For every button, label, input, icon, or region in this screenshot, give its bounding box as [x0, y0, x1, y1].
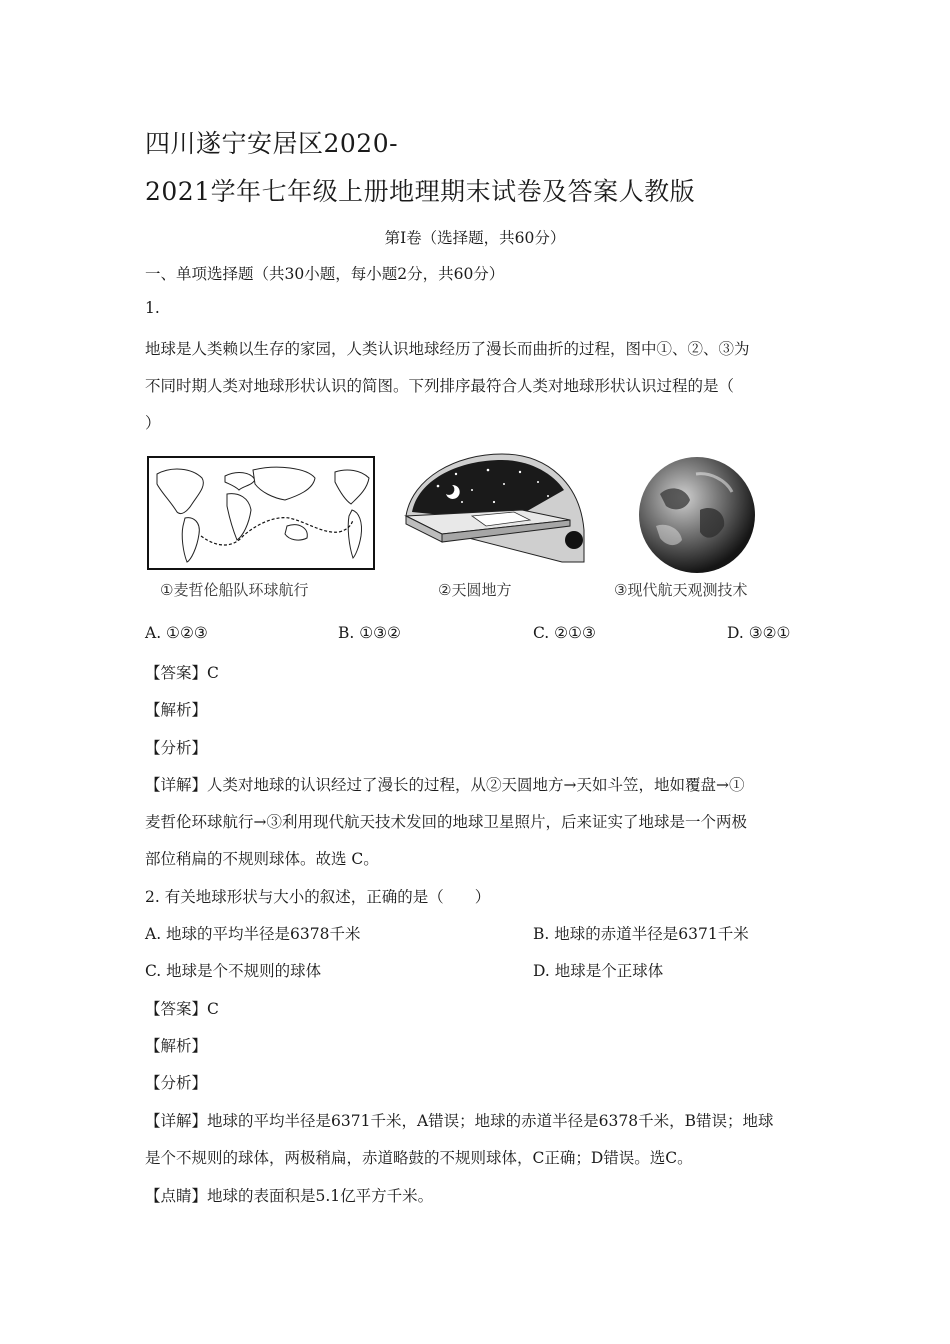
round-sky-square-earth-figure: [402, 450, 586, 566]
q1-stem-line: ）: [145, 414, 161, 432]
figure-caption-modern-space: ③现代航天观测技术: [614, 581, 748, 599]
q2-analysis-label: 【解析】: [145, 1037, 208, 1055]
q1-detail-line: 部位稍扁的不规则球体。故选 C。: [145, 850, 379, 868]
q2-answer: 【答案】C: [145, 1000, 219, 1018]
q1-option-c: C. ②①③: [533, 624, 596, 642]
volume-heading: 第Ⅰ卷（选择题，共60分）: [384, 229, 566, 247]
q1-answer: 【答案】C: [145, 664, 219, 682]
q1-detail-line: 【详解】人类对地球的认识经过了漫长的过程，从②天圆地方→天如斗笠，地如覆盘→①: [145, 776, 745, 794]
q2-option-b: B. 地球的赤道半径是6371千米: [533, 925, 749, 943]
figure-caption-magellan: ①麦哲伦船队环球航行: [160, 581, 309, 599]
q1-analysis-label: 【解析】: [145, 701, 208, 719]
figure-caption-round-sky: ②天圆地方: [438, 581, 512, 599]
q2-tip: 【点睛】地球的表面积是5.1亿平方千米。: [145, 1187, 434, 1205]
q1-number: 1.: [145, 299, 160, 317]
q1-fenxi-label: 【分析】: [145, 739, 208, 757]
part-heading: 一、单项选择题（共30小题，每小题2分，共60分）: [145, 265, 505, 283]
q2-option-c: C. 地球是个不规则的球体: [145, 962, 322, 980]
q2-detail-line: 【详解】地球的平均半径是6371千米，A错误；地球的赤道半径是6378千米，B错误；地球: [145, 1112, 774, 1130]
q2-option-d: D. 地球是个正球体: [533, 962, 664, 980]
q1-option-d: D. ③②①: [727, 624, 791, 642]
q2-detail-line: 是个不规则的球体，两极稍扁，赤道略鼓的不规则球体，C正确；D错误。选C。: [145, 1149, 693, 1167]
document-title-line1: 四川遂宁安居区2020-: [145, 129, 399, 158]
q2-stem: 2. 有关地球形状与大小的叙述，正确的是（ ）: [145, 888, 491, 906]
document-title-line2: 2021学年七年级上册地理期末试卷及答案人教版: [145, 177, 696, 206]
q1-detail-line: 麦哲伦环球航行→③利用现代航天技术发回的地球卫星照片，后来证实了地球是一个两极: [145, 813, 747, 831]
q2-option-a: A. 地球的平均半径是6378千米: [145, 925, 361, 943]
q1-option-a: A. ①②③: [145, 624, 208, 642]
q1-stem-line: 地球是人类赖以生存的家园，人类认识地球经历了漫长而曲折的过程，图中①、②、③为: [145, 340, 750, 358]
q1-option-b: B. ①③②: [338, 624, 401, 642]
earth-globe-figure: [636, 454, 758, 576]
magellan-world-map-figure: [147, 456, 375, 570]
q2-fenxi-label: 【分析】: [145, 1074, 208, 1092]
q1-stem-line: 不同时期人类对地球形状认识的简图。下列排序最符合人类对地球形状认识过程的是（: [145, 377, 735, 395]
